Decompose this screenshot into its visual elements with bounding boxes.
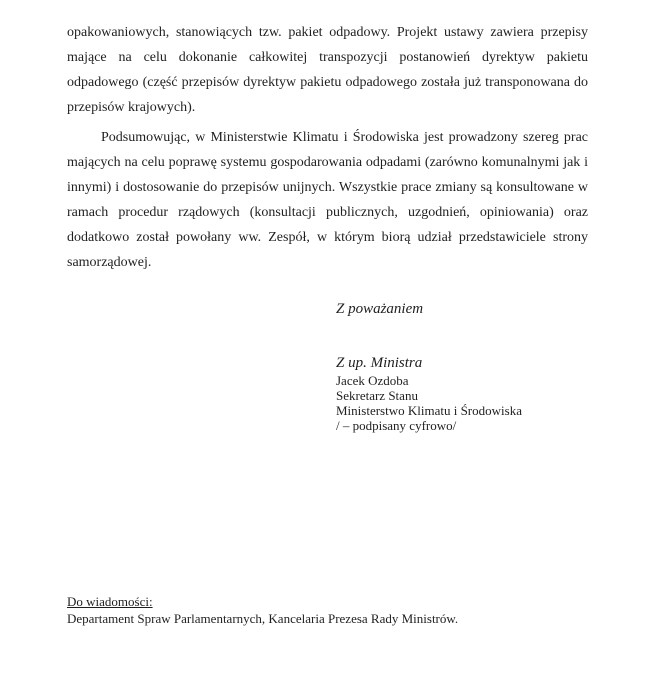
signature-title: Sekretarz Stanu <box>336 388 418 403</box>
closing-salutation: Z poważaniem <box>336 301 424 317</box>
cc-block <box>67 593 458 627</box>
signature-name: Jacek Ozdoba <box>336 373 409 388</box>
signature-on-behalf: Z up. Ministra <box>336 355 423 371</box>
body-paragraph-2: Podsumowując, w Ministerstwie Klimatu i Środowiska jest prowadzony szereg prac mających na celu poprawę systemu gospodarowania odpadami (zarówno komunalnymi jak i innymi) i dostosowanie do przepisów unijnych. Wszystkie prace zmiany są konsultowane w ramach procedur rządowych (konsultacji publicznych, uzgodnień, opiniowania) oraz dodatkowo został powołany ww. Zespół, w którym biorą udział przedstawiciele strony samorządowej. <box>67 130 588 270</box>
signature-organization: Ministerstwo Klimatu i Środowiska <box>336 403 522 418</box>
signature-block <box>336 355 522 433</box>
cc-recipients: Departament Spraw Parlamentarnych, Kancelaria Prezesa Rady Ministrów. <box>67 611 459 626</box>
cc-label: Do wiadomości: <box>67 594 153 609</box>
signature-digital-note: / – podpisany cyfrowo/ <box>336 418 457 433</box>
body-paragraph-1: opakowaniowych, stanowiących tzw. pakiet odpadowy. Projekt ustawy zawiera przepisy mające na celu dokonanie całkowitej transpozycji postanowień dyrektyw pakietu odpadowego (część przepisów dyrektyw pakietu odpadowego została już transponowana do przepisów krajowych). <box>67 25 588 115</box>
